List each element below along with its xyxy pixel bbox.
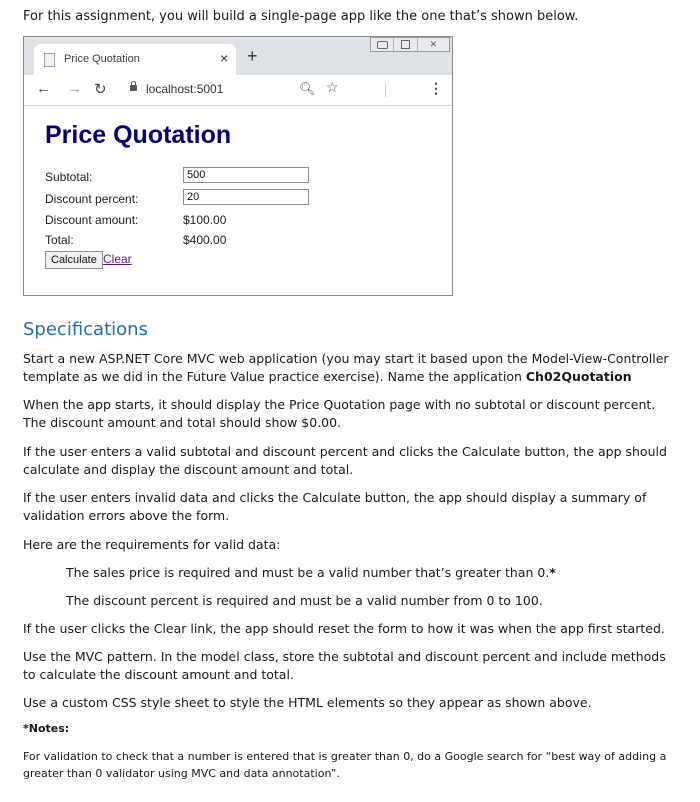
app-name: Ch02Quotation <box>525 369 632 384</box>
back-arrow-icon[interactable]: ← <box>36 80 51 97</box>
minimize-icon[interactable] <box>371 38 394 51</box>
total-value: $400.00 <box>183 233 227 247</box>
calculate-button[interactable]: Calculate <box>45 251 103 269</box>
spec-paragraph-5: Here are the requirements for valid data: <box>23 537 281 552</box>
maximize-icon[interactable] <box>394 38 417 51</box>
footnote-text: For validation to check that a number is entered that is greater than 0, do a Google search for “best way of adding a greater than 0 validator using MVC and data annotation”. <box>23 750 667 780</box>
requirement-2: The discount percent is required and must be a valid number from 0 to 100. <box>66 593 543 608</box>
spec-paragraph-8: Use a custom CSS style sheet to style the HTML elements so they appear as shown above. <box>23 695 592 710</box>
requirement-1-note-mark: * <box>549 565 556 580</box>
new-tab-icon[interactable]: + <box>247 46 258 66</box>
lock-icon <box>130 85 137 91</box>
zoom-icon[interactable]: 🔍︎ <box>299 81 316 96</box>
close-window-icon[interactable]: ✕ <box>429 39 438 49</box>
discount-percent-input[interactable]: 20 <box>183 189 309 205</box>
spec-paragraph-2: When the app starts, it should display the Price Quotation page with no subtotal or discount percent. The discount amount and total should show $0.00. <box>23 397 656 430</box>
discount-amount-label: Discount amount: <box>45 213 139 227</box>
discount-amount-value: $100.00 <box>183 213 227 227</box>
address-bar[interactable]: localhost:5001 <box>146 82 224 96</box>
tab-title: Price Quotation <box>64 53 140 65</box>
subtotal-input[interactable]: 500 <box>183 167 309 183</box>
spec-paragraph-1 <box>23 350 673 386</box>
toolbar-separator <box>385 82 386 97</box>
spec-paragraph-1-text: Start a new ASP.NET Core MVC web application (you may start it based upon the Model-View-Controller template as we did in the Future Value practice exercise). Name the application <box>23 351 669 384</box>
spec-paragraph-3: If the user enters a valid subtotal and discount percent and clicks the Calculate button, the app should calculate and display the discount amount and total. <box>23 444 667 477</box>
spec-paragraph-4: If the user enters invalid data and clicks the Calculate button, the app should display a summary of validation errors above the form. <box>23 490 647 523</box>
browser-toolbar <box>24 75 452 106</box>
notes-label: *Notes: <box>23 722 70 735</box>
subtotal-label: Subtotal: <box>45 170 93 184</box>
browser-tab[interactable] <box>34 44 236 75</box>
clear-link[interactable]: Clear <box>103 252 132 266</box>
browser-window <box>23 36 453 296</box>
requirement-1 <box>66 564 666 582</box>
requirement-1-text: The sales price is required and must be a valid number that’s greater than 0. <box>66 565 550 580</box>
reload-icon[interactable]: ↻ <box>94 81 107 98</box>
page-title: Price Quotation <box>45 121 232 149</box>
bookmark-star-icon[interactable]: ☆ <box>326 79 339 95</box>
total-label: Total: <box>45 233 74 247</box>
page-favicon-icon <box>44 53 55 67</box>
close-tab-icon[interactable]: × <box>220 50 229 66</box>
discount-percent-label: Discount percent: <box>45 192 139 206</box>
spec-paragraph-6: If the user clicks the Clear link, the app should reset the form to how it was when the app first started. <box>23 621 665 636</box>
forward-arrow-icon[interactable]: → <box>67 80 82 97</box>
tab-bar <box>24 37 452 75</box>
window-controls <box>370 37 450 52</box>
intro-text: For this assignment, you will build a single-page app like the one that’s shown below. <box>23 9 579 24</box>
specifications-heading: Specifications <box>23 319 148 340</box>
spec-paragraph-7: Use the MVC pattern. In the model class, store the subtotal and discount percent and include methods to calculate the discount amount and total. <box>23 649 666 682</box>
more-menu-icon[interactable]: ⋮ <box>429 80 443 96</box>
